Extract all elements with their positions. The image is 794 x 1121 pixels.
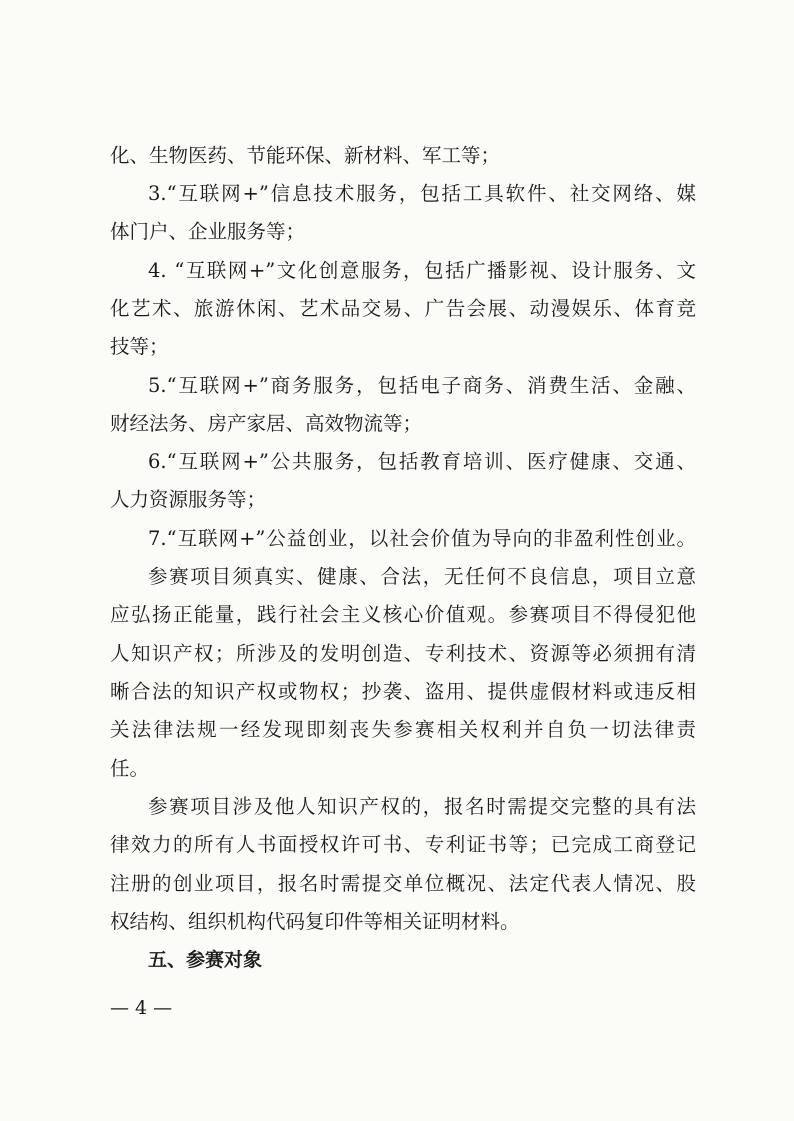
text-line: 人知识产权；所涉及的发明创造、专利技术、资源等必须拥有清 (110, 642, 696, 665)
list-item-5: 5.“互联网+”商务服务，包括电子商务、消费生活、金融、 (148, 374, 696, 397)
text-line: 注册的创业项目，报名时需提交单位概况、法定代表人情况、股 (110, 872, 696, 895)
list-item-4: 4. “互联网+”文化创意服务，包括广播影视、设计服务、文 (148, 259, 696, 282)
text-line: 关法律法规一经发现即刻丧失参赛相关权利并自负一切法律责 (110, 718, 696, 741)
text-line: 任。 (110, 757, 150, 780)
paragraph-start: 参赛项目须真实、健康、合法，无任何不良信息，项目立意 (148, 565, 696, 588)
text-line: 晰合法的知识产权或物权；抄袭、盗用、提供虚假材料或违反相 (110, 680, 696, 703)
text-line: 人力资源服务等； (110, 488, 267, 511)
text-line: 技等； (110, 335, 169, 358)
paragraph-start: 参赛项目涉及他人知识产权的，报名时需提交完整的具有法 (148, 795, 696, 818)
list-item-3: 3.“互联网+”信息技术服务，包括工具软件、社交网络、媒 (148, 182, 696, 205)
text-line: 律效力的所有人书面授权许可书、专利证书等；已完成工商登记 (110, 833, 696, 856)
section-heading: 五、参赛对象 (148, 949, 263, 971)
text-line: 权结构、组织机构代码复印件等相关证明材料。 (110, 910, 520, 933)
text-line: 应弘扬正能量，践行社会主义核心价值观。参赛项目不得侵犯他 (110, 603, 696, 626)
text-line: 财经法务、房产家居、高效物流等； (110, 412, 423, 435)
text-line: 化艺术、旅游休闲、艺术品交易、广告会展、动漫娱乐、体育竞 (110, 297, 696, 320)
text-line: 化、生物医药、节能环保、新材料、军工等； (110, 144, 501, 167)
list-item-7: 7.“互联网+”公益创业，以社会价值为导向的非盈利性创业。 (148, 527, 696, 550)
text-line: 体门户、企业服务等； (110, 220, 306, 243)
list-item-6: 6.“互联网+”公共服务，包括教育培训、医疗健康、交通、 (148, 450, 696, 473)
page-number: — 4 — (110, 997, 173, 1019)
